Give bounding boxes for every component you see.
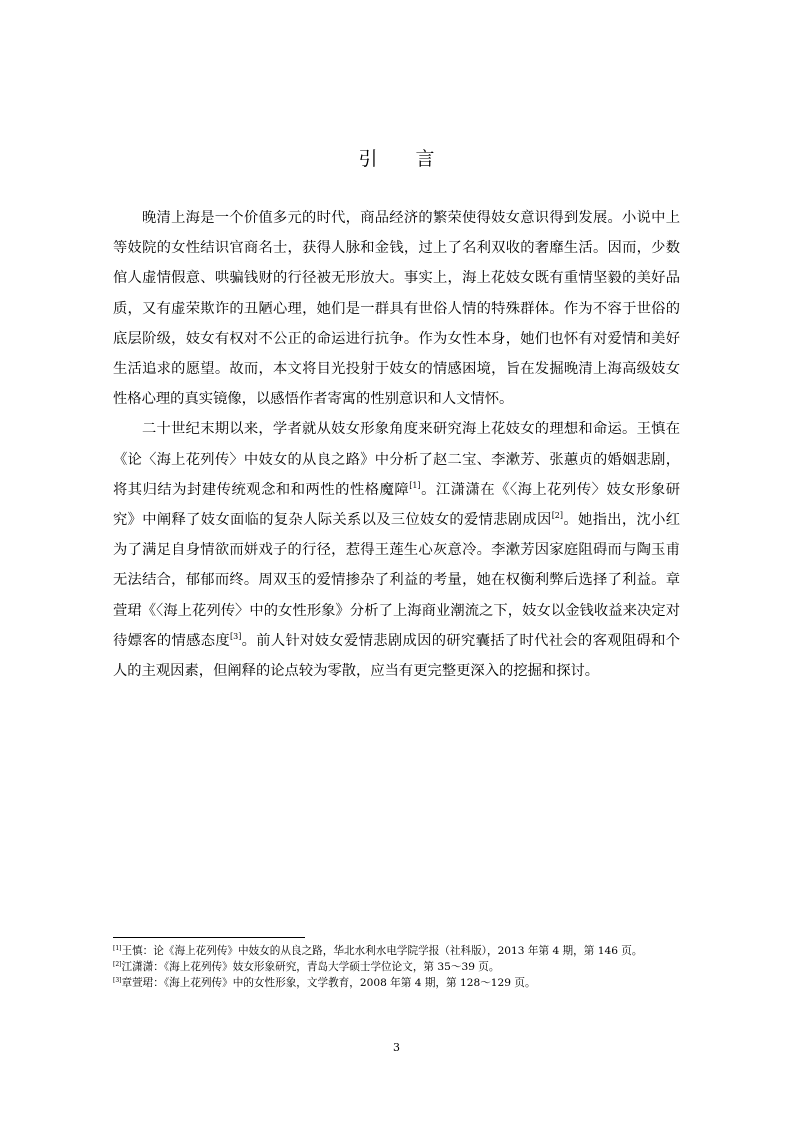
paragraph-2 <box>113 414 680 686</box>
footnote-2 <box>113 959 723 975</box>
footnote-1 <box>113 943 723 959</box>
paragraph-text: 晚清上海是一个价值多元的时代，商品经济的繁荣使得妓女意识得到发展。小说中上等妓院的女性结识官商名士，获得人脉和金钱，过上了名利双收的奢靡生活。因而，少数倌人虚情假意、哄骗钱财的行径被无形放大。事实上，海上花妓女既有重情坚毅的美好品质，又有虚荣欺诈的丑陋心理，她们是一群具有世俗人情的特殊群体。作为不容于世俗的底层阶级，妓女有权对不公正的命运进行抗争。作为女性本身，她们也怀有对爱情和美好生活追求的愿望。故而，本文将目光投射于妓女的情感困境，旨在发掘晚清上海高级妓女性格心理的真实镜像，以感悟作者寄寓的性别意识和人文情怀。 <box>113 210 680 408</box>
paragraph-text: 。江潇潇在《〈海上花列传〉妓女形象研究》中阐释了妓女面临的复杂人际关系以及三位妓女的爱情悲剧成因 <box>113 481 680 529</box>
footnotes <box>113 943 723 991</box>
page-number: 3 <box>393 1041 400 1054</box>
paragraph-text: 。她指出，沈小红为了满足自身情欲而姘戏子的行径，惹得王莲生心灰意冷。李漱芳因家庭阻碍而与陶玉甫无法结合，郁郁而终。周双玉的爱情掺杂了利益的考量，她在权衡利弊后选择了利益。章萱珺《〈海上花列传〉中的女性形象》分析了上海商业潮流之下，妓女以金钱收益来决定对待嫖客的情感态度 <box>113 512 681 649</box>
paragraph-text: 二十世纪末期以来，学者就从妓女形象角度来研究海上花妓女的理想和命运。王慎在《论〈海上花列传〉中妓女的从良之路》中分析了赵二宝、李漱芳、张蕙贞的婚姻悲剧，将其归结为封建传统观念和和两性的性格魔障 <box>113 421 680 498</box>
paragraph-text: 。前人针对妓女爱情悲剧成因的研究囊括了时代社会的客观阻碍和个人的主观因素，但阐释的论点较为零散，应当有更完整更深入的挖掘和探讨。 <box>113 632 681 680</box>
paragraph-1 <box>113 203 680 414</box>
page-title: 引 言 <box>358 148 451 170</box>
footnote-text: 章萱珺：《海上花列传》中的女性形象，文学教育，2008 年第 4 期，第 128～129 页。 <box>121 977 536 989</box>
footnote-text: 王慎：论《海上花列传》中妓女的从良之路，华北水利水电学院学报（社科版），2013 年第 4 期，第 146 页。 <box>121 945 643 957</box>
footnote-text: 江潇潇：《海上花列传》妓女形象研究，青岛大学硕士学位论文，第 35～39 页。 <box>121 961 500 973</box>
footnote-3 <box>113 975 723 991</box>
citation-marker: [1] <box>409 480 421 490</box>
footnote-marker: [3] <box>113 977 122 984</box>
citation-marker: [2] <box>551 511 564 521</box>
footnote-marker: [2] <box>113 961 122 968</box>
footnote-divider <box>113 937 305 938</box>
footnote-marker: [1] <box>113 945 122 952</box>
body-text <box>113 203 680 686</box>
citation-marker: [3] <box>229 631 242 641</box>
